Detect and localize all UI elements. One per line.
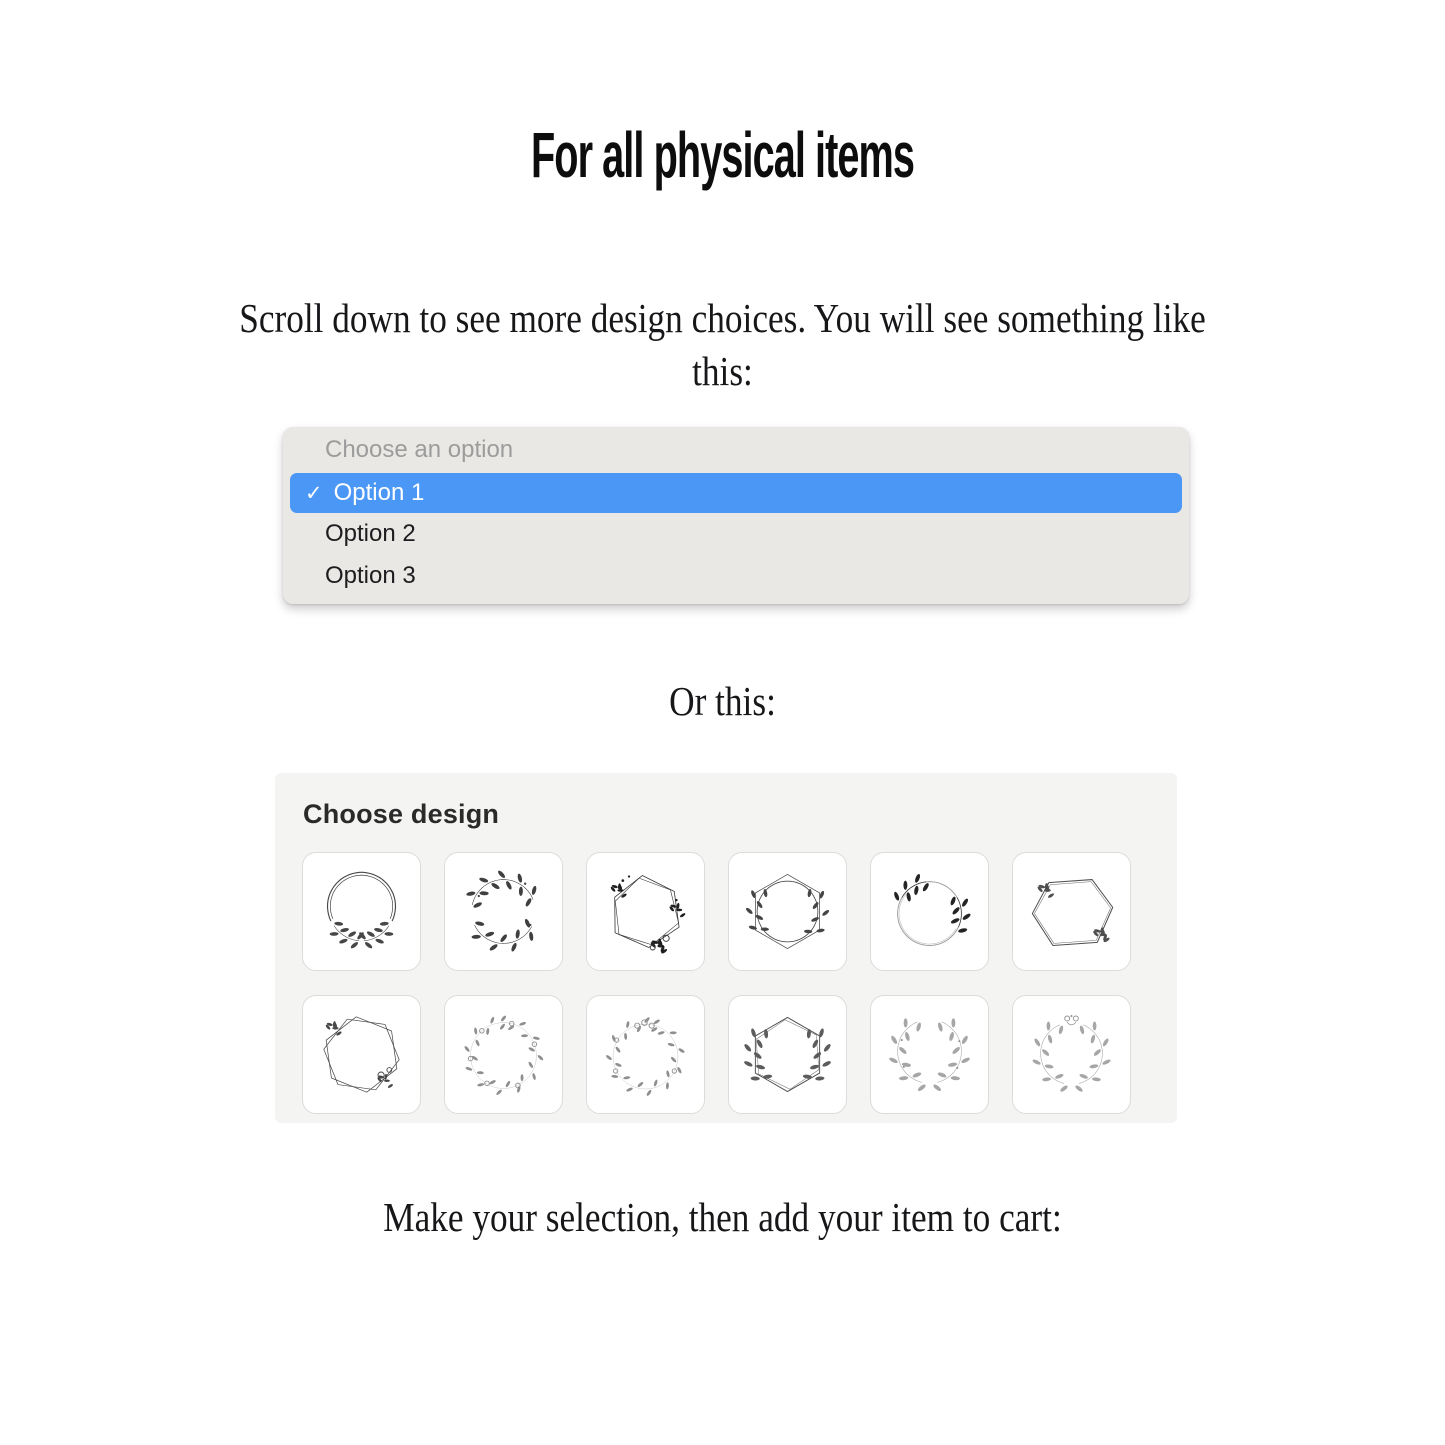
design-thumb-laurel-wreath-ornament-top[interactable]: [1012, 995, 1131, 1114]
design-thumb-double-hexagon-floral[interactable]: [302, 995, 421, 1114]
design-thumb-hexagon-circle-leaf-frame[interactable]: [728, 852, 847, 971]
hexagon-side-leaves-icon: [736, 1003, 839, 1106]
design-thumb-hexagon-leaf-corners[interactable]: [1012, 852, 1131, 971]
dropdown-option-3[interactable]: [283, 555, 1189, 597]
hexagon-floral-frame-icon: [594, 860, 697, 963]
dropdown-placeholder-label: Choose an option: [325, 436, 514, 463]
hexagon-circle-leaf-frame-icon: [736, 860, 839, 963]
design-thumb-circle-sprig-frame[interactable]: [870, 852, 989, 971]
design-thumb-floral-wreath-flowers-top[interactable]: [586, 995, 705, 1114]
double-hexagon-floral-icon: [310, 1003, 413, 1106]
design-picker-panel: [275, 773, 1177, 1123]
open-branch-wreath-icon: [452, 860, 555, 963]
intro-line-1: Scroll down to see more design choices. You will see something like: [239, 295, 1206, 341]
design-thumb-hexagon-floral-frame[interactable]: [586, 852, 705, 971]
circle-sprig-frame-icon: [878, 860, 981, 963]
dropdown-option-3-label: Option 3: [325, 562, 416, 589]
circle-laurel-wreath-icon: [310, 860, 413, 963]
page-title: For all physical items: [530, 119, 915, 191]
dropdown-option-2[interactable]: [283, 513, 1189, 555]
laurel-wreath-ornament-top-icon: [1020, 1003, 1123, 1106]
design-thumb-circle-laurel-wreath[interactable]: [302, 852, 421, 971]
intro-text: [101, 292, 1344, 398]
design-grid: [302, 852, 1131, 1114]
design-thumb-hexagon-side-leaves[interactable]: [728, 995, 847, 1114]
footer-text: Make your selection, then add your item to cart:: [383, 1194, 1062, 1240]
design-dropdown-menu: [283, 427, 1189, 604]
dropdown-option-1-label: Option 1: [333, 479, 425, 506]
dropdown-option-selected[interactable]: [290, 473, 1182, 513]
delicate-floral-wreath-icon: [452, 1003, 555, 1106]
dropdown-placeholder-option[interactable]: [283, 427, 1189, 473]
design-thumb-open-branch-wreath[interactable]: [444, 852, 563, 971]
intro-line-2: this:: [692, 348, 753, 394]
checkmark-icon: ✓: [305, 481, 323, 505]
dropdown-option-2-label: Option 2: [325, 520, 416, 547]
laurel-wreath-open-top-icon: [878, 1003, 981, 1106]
design-thumb-laurel-wreath-open-top[interactable]: [870, 995, 989, 1114]
design-thumb-delicate-floral-wreath[interactable]: [444, 995, 563, 1114]
hexagon-leaf-corners-icon: [1020, 860, 1123, 963]
or-text: Or this:: [669, 678, 776, 724]
design-picker-heading: Choose design: [303, 799, 500, 829]
floral-wreath-flowers-top-icon: [594, 1003, 697, 1106]
